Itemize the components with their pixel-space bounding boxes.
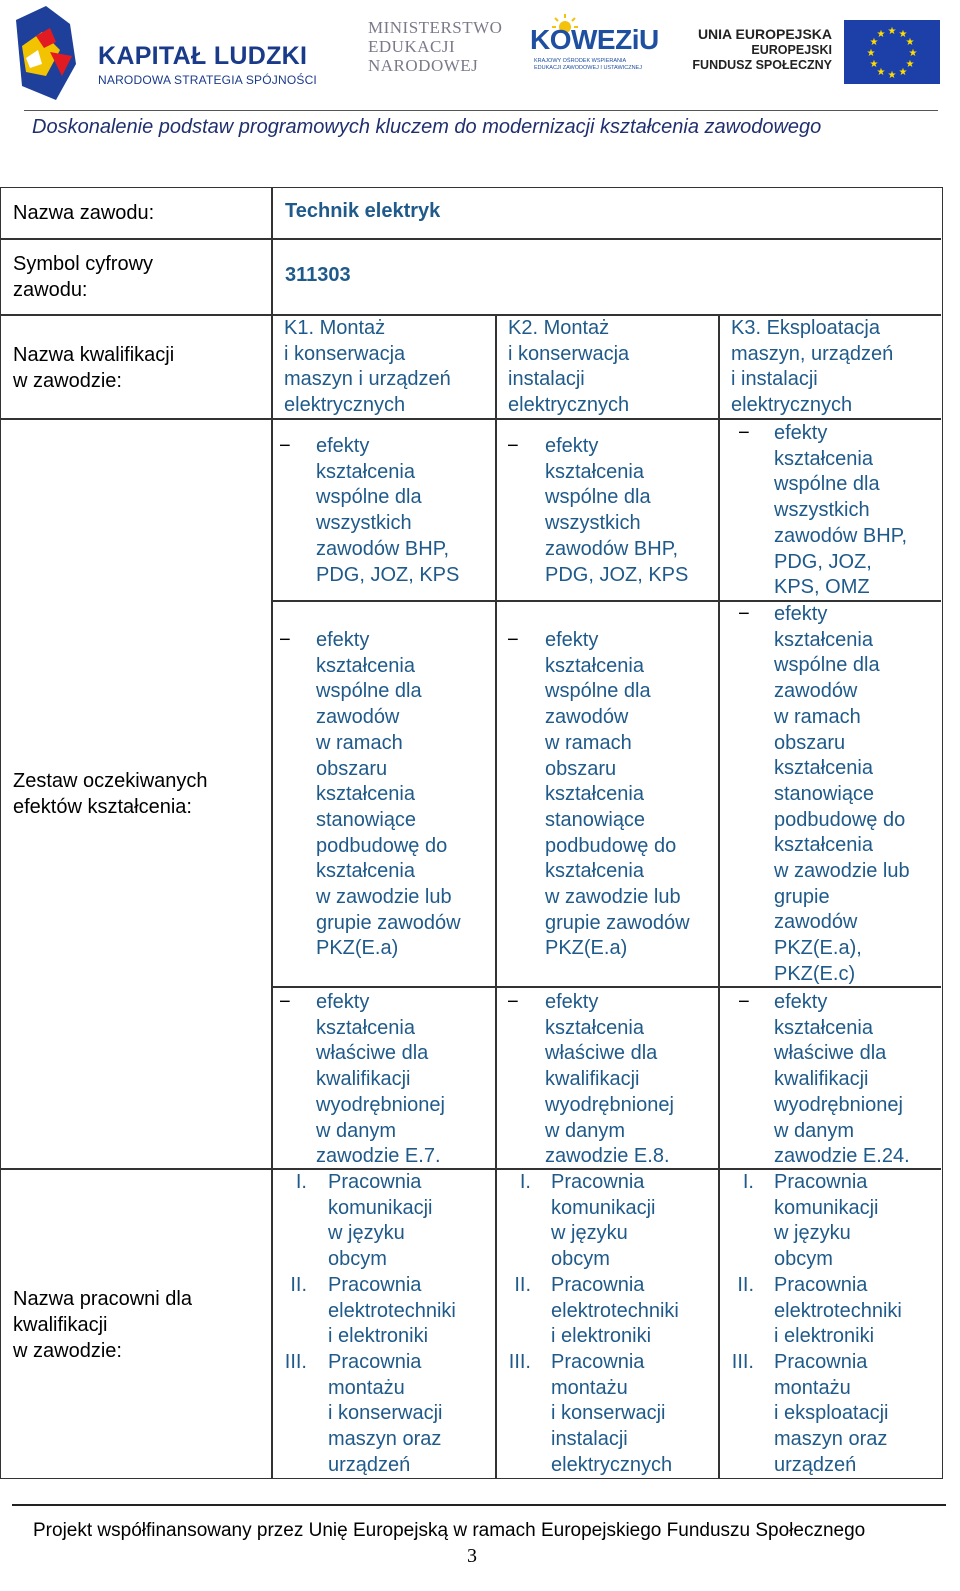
- efekty-line: w zawodzie lub: [774, 860, 910, 882]
- efekty-line: wspólne dla: [545, 486, 651, 509]
- efekty-line: PKZ(E.c): [774, 962, 856, 985]
- pracownia-line: Pracownia: [551, 1171, 645, 1193]
- header-logos: [0, 0, 960, 108]
- efekty-line: obszaru: [316, 757, 388, 780]
- efekty-line: podbudowę do: [774, 808, 906, 831]
- pracownia-number: I.: [519, 1171, 531, 1193]
- efekty-line: właściwe dla: [316, 1042, 429, 1065]
- svg-text:★: ★: [905, 59, 915, 70]
- bullet-dash-icon: −: [738, 603, 750, 625]
- efekty-line: właściwe dla: [545, 1042, 658, 1065]
- efekty-line: kształcenia: [316, 1016, 415, 1039]
- footer-text: Projekt współfinansowany przez Unię Europejską w ramach Europejskiego Funduszu Społecznego: [33, 1520, 866, 1541]
- svg-text:★: ★: [898, 29, 908, 40]
- efekty-line: kształcenia: [545, 1016, 644, 1039]
- label-nazwa-zawodu: Nazwa zawodu:: [13, 202, 155, 224]
- kowezu-subtitle-line: KRAJOWY OŚRODEK WSPIERANIA: [534, 58, 627, 64]
- pracownia-line: komunikacji: [774, 1196, 879, 1219]
- efekty-line: efekty: [316, 629, 370, 651]
- efekty-line: efekty: [774, 991, 828, 1013]
- efekty-line: stanowiące: [545, 808, 646, 831]
- row-divider: [1, 238, 941, 240]
- efekty-line: efekty: [316, 435, 370, 457]
- label-kwalifikacja-line: Nazwa kwalifikacji: [13, 344, 175, 366]
- svg-text:★: ★: [908, 48, 918, 59]
- pracownia-number: II.: [290, 1273, 307, 1296]
- page-number: 3: [467, 1545, 477, 1567]
- efekty-line: grupie: [774, 885, 830, 908]
- efekty-line: właściwe dla: [774, 1042, 887, 1065]
- pracownia-line: i elektroniki: [774, 1325, 875, 1348]
- label-efekty-line: efektów kształcenia:: [13, 796, 192, 818]
- efekty-line: podbudowę do: [316, 834, 448, 857]
- pracownia-line: komunikacji: [551, 1196, 656, 1219]
- symbol-value: 311303: [285, 264, 351, 286]
- svg-text:★: ★: [898, 67, 908, 78]
- efekty-line: wspólne dla: [774, 473, 880, 496]
- pracownia-line: i konserwacji: [328, 1402, 443, 1425]
- ue-line: UNIA EUROPEJSKA: [697, 26, 832, 42]
- efekty-line: KPS, OMZ: [774, 576, 870, 599]
- pracownia-line: elektrotechniki: [328, 1299, 456, 1322]
- efekty-line: grupie zawodów: [545, 911, 690, 934]
- efekty-line: w ramach: [774, 705, 861, 728]
- eu-flag-icon: [844, 20, 940, 84]
- efekty-line: w danym: [545, 1119, 626, 1142]
- pracownia-line: montażu: [774, 1376, 851, 1399]
- pracownia-line: Pracownia: [328, 1171, 422, 1193]
- efekty-line: PDG, JOZ,: [774, 550, 872, 573]
- efekty-line: wszystkich: [774, 499, 870, 522]
- efekty-line: kształcenia: [774, 1016, 873, 1039]
- efekty-line: PKZ(E.a): [316, 937, 399, 960]
- efekty-line: wszystkich: [545, 512, 641, 535]
- efekty-line: wszystkich: [316, 512, 412, 535]
- pracownia-number: III.: [731, 1350, 754, 1373]
- label-kwalifikacja-line: w zawodzie:: [13, 370, 122, 392]
- pracownia-line: urządzeń: [328, 1453, 411, 1476]
- efekty-line: wspólne dla: [545, 680, 651, 703]
- pracownia-line: Pracownia: [328, 1273, 422, 1296]
- svg-text:★: ★: [905, 37, 915, 48]
- pracownia-line: obcym: [328, 1248, 387, 1271]
- bullet-dash-icon: −: [279, 991, 291, 1013]
- pracownia-line: maszyn oraz: [774, 1428, 888, 1450]
- kwalifikacja-line: K2. Montaż: [508, 317, 610, 339]
- pracownia-line: w języku: [774, 1222, 851, 1245]
- efekty-line: zawodów: [545, 706, 629, 729]
- bullet-dash-icon: −: [507, 435, 519, 457]
- pracownia-line: instalacji: [551, 1428, 628, 1450]
- efekty-line: zawodów: [774, 911, 858, 934]
- ue-text: [692, 26, 832, 73]
- ministerstwo-line: MINISTERSTWO: [368, 18, 503, 37]
- svg-text:★: ★: [876, 67, 886, 78]
- label-symbol-line: Symbol cyfrowy: [13, 253, 154, 275]
- ue-line: FUNDUSZ SPOŁECZNY: [692, 58, 832, 72]
- svg-text:★: ★: [887, 70, 897, 81]
- efekty-line: efekty: [545, 991, 599, 1013]
- efekty-line: kształcenia: [545, 860, 644, 883]
- document-subtitle: Doskonalenie podstaw programowych kluczem do modernizacji kształcenia zawodowego: [32, 116, 822, 138]
- efekty-line: w zawodzie lub: [545, 886, 681, 908]
- pracownia-number: I.: [295, 1171, 307, 1193]
- bullet-dash-icon: −: [738, 422, 750, 444]
- ministerstwo-line: NARODOWEJ: [368, 56, 479, 75]
- pracownia-line: Pracownia: [774, 1273, 868, 1296]
- pracownia-line: i elektroniki: [328, 1325, 429, 1348]
- kwalifikacja-line: elektrycznych: [731, 394, 853, 417]
- ue-line: EUROPEJSKI: [751, 43, 832, 57]
- efekty-line: wyodrębnionej: [316, 1093, 445, 1116]
- unia-europejska-logo: [692, 20, 940, 84]
- footer-divider: [12, 1504, 946, 1506]
- pracownia-line: obcym: [551, 1248, 610, 1271]
- pracownia-line: elektrotechniki: [551, 1299, 679, 1322]
- label-efekty-line: Zestaw oczekiwanych: [13, 770, 208, 792]
- efekty-line: kształcenia: [316, 860, 415, 883]
- efekty-line: wspólne dla: [316, 680, 422, 703]
- efekty-line: w danym: [774, 1119, 855, 1142]
- pracownia-line: w języku: [551, 1222, 628, 1245]
- pracownia-line: komunikacji: [328, 1196, 433, 1219]
- efekty-line: PDG, JOZ, KPS: [545, 563, 689, 586]
- efekty-line: kształcenia: [545, 460, 644, 483]
- efekty-line: efekty: [545, 629, 599, 651]
- kowezu-subtitle-line: EDUKACJI ZAWODOWEJ I USTAWICZNEJ: [534, 65, 642, 71]
- pracownia-line: maszyn oraz: [328, 1428, 442, 1450]
- efekty-line: PDG, JOZ, KPS: [316, 563, 460, 586]
- kwalifikacja-line: maszyn, urządzeń: [731, 342, 894, 365]
- efekty-line: wspólne dla: [774, 654, 880, 677]
- ministerstwo-logo: [368, 18, 508, 78]
- bullet-dash-icon: −: [738, 991, 750, 1013]
- efekty-line: wspólne dla: [316, 486, 422, 509]
- pracownia-line: Pracownia: [774, 1171, 868, 1193]
- zawod-value: Technik elektryk: [285, 200, 441, 222]
- kowezu-title: KOWEZiU: [530, 24, 659, 55]
- pracownia-number: I.: [742, 1171, 754, 1193]
- efekty-line: kształcenia: [774, 447, 873, 470]
- kwalifikacja-line: K3. Eksploatacja: [731, 317, 880, 339]
- bullet-dash-icon: −: [507, 629, 519, 651]
- efekty-line: obszaru: [545, 757, 617, 780]
- curriculum-table: [0, 187, 943, 1479]
- efekty-line: zawodzie E.8.: [545, 1145, 670, 1168]
- efekty-line: wyodrębnionej: [545, 1093, 674, 1116]
- pracownia-number: III.: [284, 1350, 307, 1373]
- efekty-line: podbudowę do: [545, 834, 677, 857]
- efekty-line: PKZ(E.a): [545, 937, 628, 960]
- efekty-line: zawodów BHP,: [545, 537, 679, 560]
- efekty-line: kwalifikacji: [774, 1068, 869, 1091]
- pracownia-line: Pracownia: [551, 1273, 645, 1296]
- svg-text:★: ★: [876, 29, 886, 40]
- efekty-line: PKZ(E.a),: [774, 937, 862, 960]
- efekty-line: w zawodzie lub: [316, 886, 452, 908]
- kwalifikacja-line: i konserwacja: [284, 342, 406, 365]
- column-divider: [495, 314, 497, 1478]
- efekty-line: zawodów BHP,: [316, 537, 450, 560]
- pracownia-line: elektrycznych: [551, 1453, 673, 1476]
- efekty-line: efekty: [545, 435, 599, 457]
- efekty-line: w danym: [316, 1119, 397, 1142]
- kwalifikacja-line: i instalacji: [731, 368, 818, 391]
- kwalifikacja-line: elektrycznych: [508, 394, 630, 417]
- efekty-line: grupie zawodów: [316, 911, 461, 934]
- efekty-line: zawodów BHP,: [774, 524, 908, 547]
- pracownia-line: i eksploatacji: [774, 1402, 889, 1425]
- pracownia-line: urządzeń: [774, 1453, 857, 1476]
- label-symbol-line: zawodu:: [13, 279, 88, 301]
- kapital-ludzki-logo: [16, 6, 316, 102]
- kapital-ludzki-star-icon: [16, 6, 82, 100]
- efekty-line: zawodzie E.24.: [774, 1145, 910, 1168]
- pracownia-line: montażu: [551, 1376, 628, 1399]
- pracownia-line: montażu: [328, 1376, 405, 1399]
- kapital-ludzki-subtitle: NARODOWA STRATEGIA SPÓJNOŚCI: [98, 73, 317, 87]
- kwalifikacja-line: i konserwacja: [508, 342, 630, 365]
- efekty-line: stanowiące: [774, 782, 875, 805]
- kapital-ludzki-title: KAPITAŁ LUDZKI: [98, 42, 308, 70]
- efekty-line: kształcenia: [774, 757, 873, 780]
- efekty-line: kształcenia: [316, 460, 415, 483]
- bullet-dash-icon: −: [279, 629, 291, 651]
- efekty-line: kształcenia: [774, 628, 873, 651]
- efekty-line: zawodów: [316, 706, 400, 729]
- svg-text:★: ★: [869, 37, 879, 48]
- pracownia-number: III.: [508, 1350, 531, 1373]
- pracownia-number: II.: [514, 1273, 531, 1296]
- svg-text:★: ★: [866, 48, 876, 59]
- efekty-line: kształcenia: [545, 783, 644, 806]
- efekty-line: wyodrębnionej: [774, 1093, 903, 1116]
- efekty-line: efekty: [774, 422, 828, 444]
- kwalifikacja-line: K1. Montaż: [284, 317, 386, 339]
- pracownia-line: w języku: [328, 1222, 405, 1245]
- label-pracownia-line: w zawodzie:: [13, 1340, 122, 1362]
- pracownia-line: i elektroniki: [551, 1325, 652, 1348]
- pracownia-line: Pracownia: [774, 1350, 868, 1373]
- ministerstwo-line: EDUKACJI: [368, 37, 456, 56]
- pracownia-number: II.: [737, 1273, 754, 1296]
- efekty-line: w ramach: [545, 731, 632, 754]
- bullet-dash-icon: −: [279, 435, 291, 457]
- efekty-line: kwalifikacji: [545, 1068, 640, 1091]
- efekty-line: kształcenia: [316, 654, 415, 677]
- efekty-line: zawodów: [774, 680, 858, 703]
- kwalifikacja-line: elektrycznych: [284, 394, 406, 417]
- kowezu-logo: [530, 14, 660, 78]
- pracownia-line: obcym: [774, 1248, 833, 1271]
- efekty-line: kwalifikacji: [316, 1068, 411, 1091]
- efekty-line: stanowiące: [316, 808, 417, 831]
- kwalifikacja-line: instalacji: [508, 368, 585, 391]
- efekty-line: w ramach: [316, 731, 403, 754]
- efekty-line: obszaru: [774, 731, 846, 754]
- efekty-line: efekty: [316, 991, 370, 1013]
- pracownia-line: elektrotechniki: [774, 1299, 902, 1322]
- column-divider: [718, 314, 720, 1478]
- pracownia-line: Pracownia: [328, 1350, 422, 1373]
- efekty-line: zawodzie E.7.: [316, 1145, 441, 1168]
- efekty-line: kształcenia: [316, 783, 415, 806]
- efekty-line: kształcenia: [774, 834, 873, 857]
- svg-text:★: ★: [869, 59, 879, 70]
- label-pracownia-line: kwalifikacji: [13, 1314, 108, 1336]
- svg-text:★: ★: [887, 26, 897, 37]
- header-divider: [24, 110, 938, 111]
- pracownia-line: Pracownia: [551, 1350, 645, 1373]
- label-pracownia-line: Nazwa pracowni dla: [13, 1288, 192, 1310]
- bullet-dash-icon: −: [507, 991, 519, 1013]
- kowezu-subtitle: [534, 58, 642, 72]
- pracownia-line: i konserwacji: [551, 1402, 666, 1425]
- efekty-line: kształcenia: [545, 654, 644, 677]
- efekty-line: efekty: [774, 603, 828, 625]
- kwalifikacja-line: maszyn i urządzeń: [284, 368, 451, 391]
